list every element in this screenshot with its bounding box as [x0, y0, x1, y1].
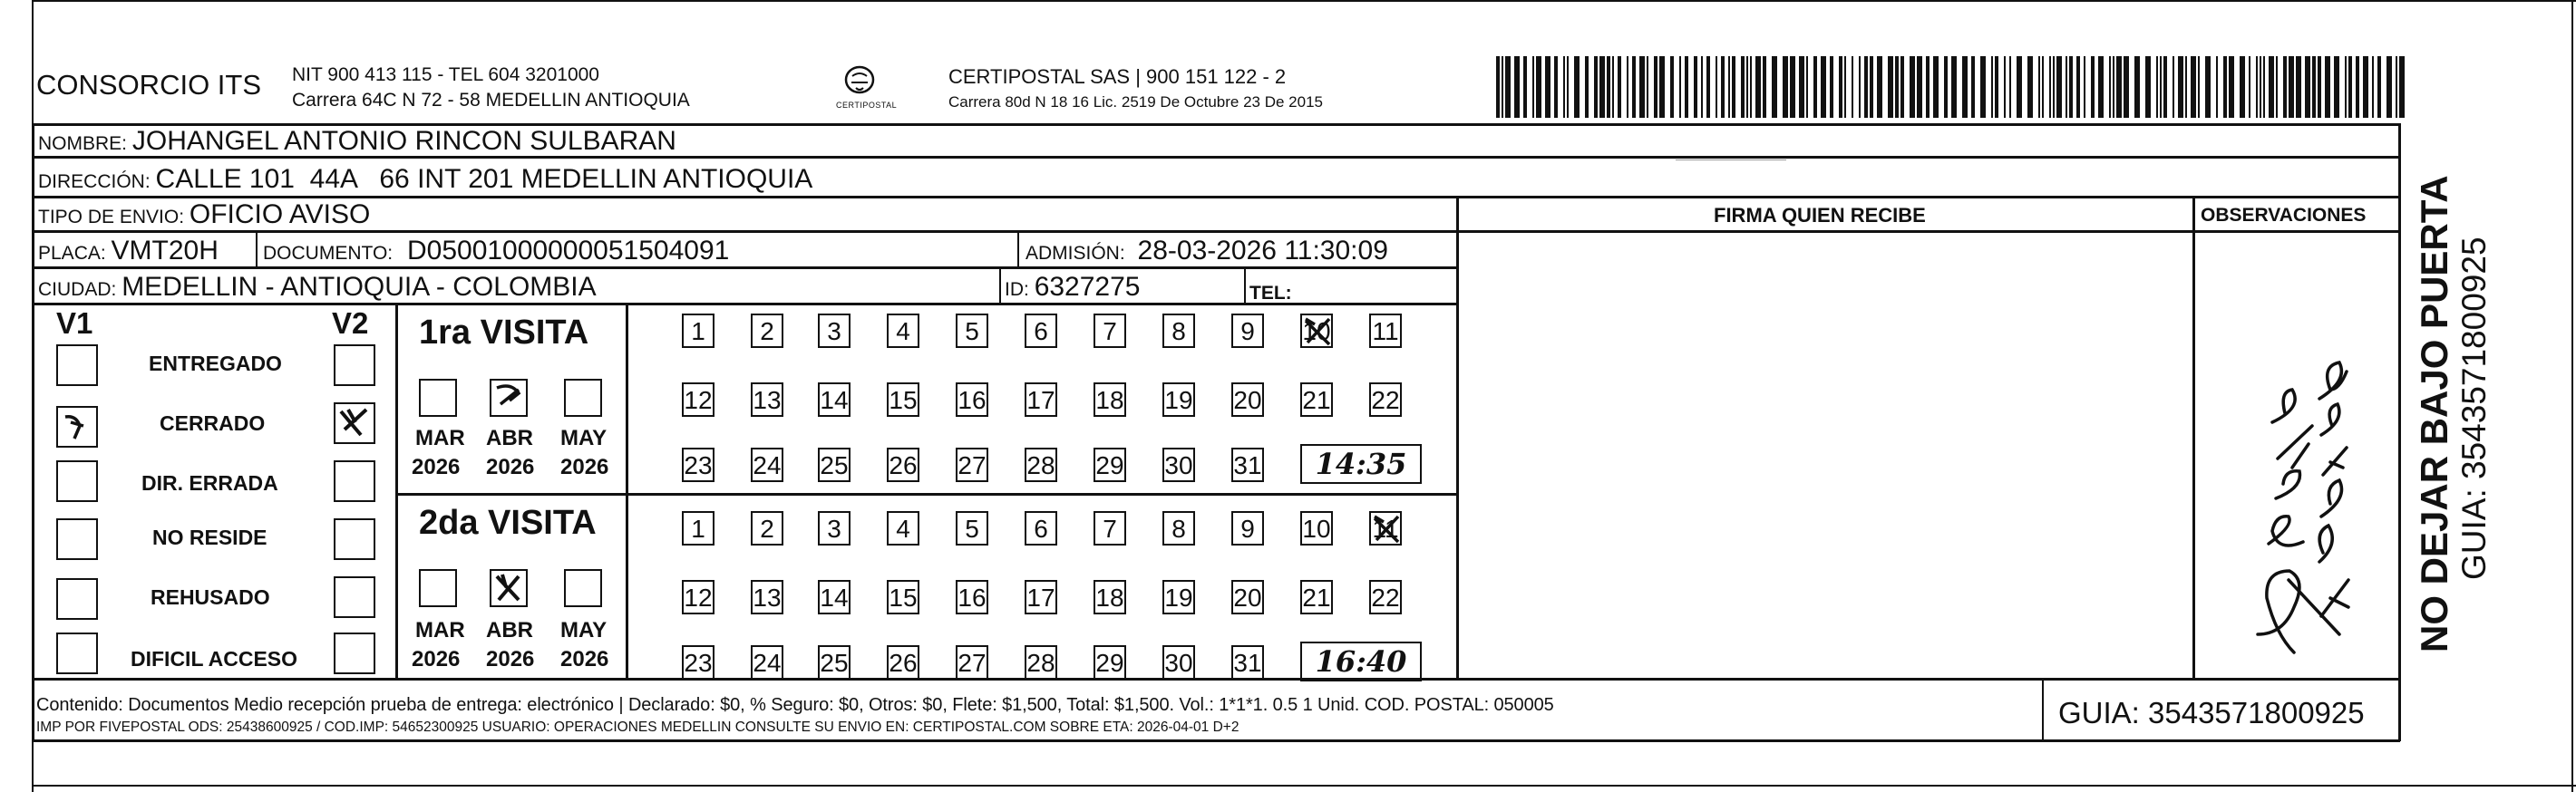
status-label-dir-errada: DIR. ERRADA [141, 471, 278, 495]
courier-name: CERTIPOSTAL SAS | 900 151 122 - 2 [948, 65, 1287, 88]
visit2-day-13[interactable]: 13 [751, 580, 783, 614]
visit1-day-13[interactable]: 13 [751, 382, 783, 417]
company-nit: NIT 900 413 115 - TEL 604 3201000 [292, 64, 599, 85]
status-label-rehusado: REHUSADO [151, 585, 270, 609]
status-divider [395, 304, 398, 679]
visit2-day-17[interactable]: 17 [1025, 580, 1057, 614]
id-value: 6327275 [1034, 272, 1141, 302]
ciudad-row [38, 274, 597, 301]
visit1-title: 1ra VISITA [419, 314, 589, 352]
visit2-day-12[interactable]: 12 [682, 580, 714, 614]
v2-checkbox-dificil-acceso[interactable] [334, 633, 375, 674]
row-line-2 [32, 196, 2400, 198]
visit1-day-31[interactable]: 31 [1231, 448, 1264, 482]
observaciones-header: OBSERVACIONES [2201, 205, 2367, 226]
observaciones-left-line [2192, 196, 2195, 679]
admision-value: 28-03-2026 11:30:09 [1137, 236, 1388, 266]
visit2-day-8[interactable]: 8 [1162, 511, 1195, 546]
tipo-label: TIPO DE ENVIO: [38, 207, 185, 227]
placa-value: VMT20H [111, 236, 219, 266]
visit1-day-29[interactable]: 29 [1094, 448, 1126, 482]
months-divider [626, 304, 628, 679]
visit1-time-box[interactable]: 14:35 [1300, 444, 1422, 484]
visit2-day-25[interactable]: 25 [818, 645, 851, 680]
visit2-day-6[interactable]: 6 [1025, 511, 1057, 546]
visit1-month-mar: MAR [415, 426, 465, 450]
visit2-day-2[interactable]: 2 [751, 511, 783, 546]
status-label-entregado: ENTREGADO [149, 352, 282, 375]
direccion-value: CALLE 101 44A 66 INT 201 MEDELLIN ANTIOQUIA [155, 164, 813, 194]
visit1-month-mar-checkbox[interactable] [419, 379, 457, 417]
visits-divider [395, 493, 1458, 496]
visit1-day-15[interactable]: 15 [887, 382, 919, 417]
visit2-month-mar-checkbox[interactable] [419, 569, 457, 607]
barcode [1496, 56, 2412, 118]
visit2-day-3[interactable]: 3 [818, 511, 851, 546]
side-guia: GUIA: 3543571800925 [2455, 237, 2493, 580]
footer-imp: IMP POR FIVEPOSTAL ODS: 25438600925 / COD.IMP: 54652300925 USUARIO: OPERACIONES MEDELLIN CONSULTE SU ENVIO EN: CERTIPOSTAL.COM SOBRE ETA: 2026-04-01 D+2 [36, 720, 1239, 735]
visit1-year-may: 2026 [560, 455, 609, 479]
visit1-day-27[interactable]: 27 [956, 448, 988, 482]
visit1-month-may: MAY [560, 426, 608, 450]
v1-header: V1 [56, 306, 93, 340]
visit2-day-1[interactable]: 1 [682, 511, 714, 546]
visit1-year-mar: 2026 [412, 455, 461, 479]
ciudad-value: MEDELLIN - ANTIOQUIA - COLOMBIA [122, 272, 597, 302]
visit1-day-10[interactable]: 10 [1300, 314, 1333, 348]
company-name: CONSORCIO ITS [36, 69, 262, 101]
v1-checkbox-no-reside[interactable] [56, 518, 98, 560]
check-mark-icon [491, 571, 526, 605]
form-left-line [32, 123, 34, 741]
visit1-day-25[interactable]: 25 [818, 448, 851, 482]
direccion-label: DIRECCIÓN: [38, 171, 151, 192]
visit1-day-28[interactable]: 28 [1025, 448, 1057, 482]
visit2-day-22[interactable]: 22 [1369, 580, 1402, 614]
visit1-day-26[interactable]: 26 [887, 448, 919, 482]
visit2-day-21[interactable]: 21 [1300, 580, 1333, 614]
side-notice: NO DEJAR BAJO PUERTA [2413, 175, 2455, 652]
company-address: Carrera 64C N 72 - 58 MEDELLIN ANTIOQUIA [292, 90, 690, 111]
v2-checkbox-no-reside[interactable] [334, 518, 375, 560]
visit2-day-11[interactable]: 11 [1369, 511, 1402, 546]
status-label-dificil-acceso: DIFICIL ACCESO [131, 647, 298, 671]
certipostal-logo [832, 60, 898, 111]
visit1-day-18[interactable]: 18 [1094, 382, 1126, 417]
v1-checkbox-dificil-acceso[interactable] [56, 633, 98, 674]
row-line-3 [32, 230, 2400, 233]
scan-mark-line [1676, 159, 1786, 160]
visit2-day-26[interactable]: 26 [887, 645, 919, 680]
visit1-day-6[interactable]: 6 [1025, 314, 1057, 348]
visit2-day-14[interactable]: 14 [818, 580, 851, 614]
v1-checkbox-dir-errada[interactable] [56, 460, 98, 502]
right-edge-line [2571, 0, 2573, 792]
v2-checkbox-entregado[interactable] [334, 344, 375, 386]
v1-checkbox-entregado[interactable] [56, 344, 98, 386]
nombre-value: JOHANGEL ANTONIO RINCON SULBARAN [131, 126, 676, 156]
visit2-month-mar: MAR [415, 618, 465, 642]
placa-label: PLACA: [38, 243, 106, 264]
visit1-year-abr: 2026 [486, 455, 535, 479]
visit1-day-20[interactable]: 20 [1231, 382, 1264, 417]
visit2-day-20[interactable]: 20 [1231, 580, 1264, 614]
visit1-day-12[interactable]: 12 [682, 382, 714, 417]
visit1-day-1[interactable]: 1 [682, 314, 714, 348]
v2-header: V2 [332, 306, 369, 340]
row-line-1 [32, 156, 2400, 159]
visit1-day-17[interactable]: 17 [1025, 382, 1057, 417]
visit2-year-may: 2026 [560, 647, 609, 671]
nombre-row [38, 128, 676, 155]
visit2-month-may: MAY [560, 618, 608, 642]
visit1-day-30[interactable]: 30 [1162, 448, 1195, 482]
visit2-year-abr: 2026 [486, 647, 535, 671]
visit1-day-14[interactable]: 14 [818, 382, 851, 417]
visit1-day-21[interactable]: 21 [1300, 382, 1333, 417]
visit1-day-19[interactable]: 19 [1162, 382, 1195, 417]
tipo-row [38, 201, 370, 228]
guia-box-left-line [2042, 680, 2044, 741]
visit2-day-24[interactable]: 24 [751, 645, 783, 680]
v2-checkbox-rehusado[interactable] [334, 576, 375, 618]
visit1-day-5[interactable]: 5 [956, 314, 988, 348]
firma-header: FIRMA QUIEN RECIBE [1714, 204, 1926, 227]
visit2-day-7[interactable]: 7 [1094, 511, 1126, 546]
visit2-day-31[interactable]: 31 [1231, 645, 1264, 680]
admision-divider [1017, 232, 1019, 268]
visit2-time-box[interactable]: 16:40 [1300, 642, 1422, 681]
id-label: ID: [1005, 279, 1029, 300]
visit2-day-16[interactable]: 16 [956, 580, 988, 614]
visit2-day-19[interactable]: 19 [1162, 580, 1195, 614]
visit2-day-10[interactable]: 10 [1300, 511, 1333, 546]
v2-checkbox-cerrado[interactable] [334, 402, 375, 444]
visit1-day-3[interactable]: 3 [818, 314, 851, 348]
documento-label: DOCUMENTO: [263, 243, 394, 264]
visit1-day-9[interactable]: 9 [1231, 314, 1264, 348]
id-row [1005, 274, 1140, 301]
observaciones-handwriting [2212, 254, 2367, 671]
visit1-day-24[interactable]: 24 [751, 448, 783, 482]
visit2-month-abr: ABR [486, 618, 533, 642]
visit1-day-8[interactable]: 8 [1162, 314, 1195, 348]
tel-row [1249, 277, 1292, 304]
admision-label: ADMISIÓN: [1026, 243, 1125, 264]
check-mark-icon [491, 381, 526, 415]
visit2-year-mar: 2026 [412, 647, 461, 671]
visit2-day-4[interactable]: 4 [887, 511, 919, 546]
check-mark-icon [58, 408, 96, 446]
status-label-no-reside: NO RESIDE [152, 526, 267, 549]
bottom-edge-line [32, 785, 2576, 787]
visit1-month-may-checkbox[interactable] [564, 379, 602, 417]
visit1-day-22[interactable]: 22 [1369, 382, 1402, 417]
visit2-day-15[interactable]: 15 [887, 580, 919, 614]
visit2-month-abr-checkbox[interactable] [490, 569, 528, 607]
courier-license: Carrera 80d N 18 16 Lic. 2519 De Octubre 23 De 2015 [948, 93, 1323, 111]
check-mark-icon [1302, 315, 1333, 348]
nombre-label: NOMBRE: [38, 133, 128, 154]
tipo-value: OFICIO AVISO [189, 199, 371, 229]
logo-text: CERTIPOSTAL [836, 101, 898, 110]
id-divider [999, 268, 1001, 304]
top-edge-line [32, 0, 2576, 2]
check-mark-icon [1371, 513, 1402, 546]
visit2-day-23[interactable]: 23 [682, 645, 714, 680]
ciudad-label: CIUDAD: [38, 279, 117, 300]
visit2-month-may-checkbox[interactable] [564, 569, 602, 607]
visit1-day-23[interactable]: 23 [682, 448, 714, 482]
placa-row [38, 237, 219, 265]
direccion-row [38, 166, 812, 193]
visit2-day-29[interactable]: 29 [1094, 645, 1126, 680]
documento-value: D05001000000051504091 [406, 236, 730, 266]
admision-row [1026, 237, 1388, 265]
visit1-day-7[interactable]: 7 [1094, 314, 1126, 348]
visit1-day-16[interactable]: 16 [956, 382, 988, 417]
tel-divider [1244, 268, 1246, 304]
visit2-day-18[interactable]: 18 [1094, 580, 1126, 614]
footer-contenido: Contenido: Documentos Medio recepción prueba de entrega: electrónico | Declarado: $0, % Seguro: $0, Otros: $0, Flete: $1,500, Total: $1,500. Vol.: 1*1*1. 0.5 1 Unid. COD. POSTAL: 050005 [36, 695, 1554, 715]
footer-top-line [32, 678, 2400, 681]
visit2-day-5[interactable]: 5 [956, 511, 988, 546]
visit1-month-abr: ABR [486, 426, 533, 450]
visit2-day-30[interactable]: 30 [1162, 645, 1195, 680]
documento-row [263, 237, 729, 265]
visit1-day-11[interactable]: 11 [1369, 314, 1402, 348]
v2-checkbox-dir-errada[interactable] [334, 460, 375, 502]
visit1-month-abr-checkbox[interactable] [490, 379, 528, 417]
status-label-cerrado: CERRADO [160, 411, 266, 435]
v1-checkbox-cerrado[interactable] [56, 406, 98, 448]
v1-checkbox-rehusado[interactable] [56, 578, 98, 620]
visit1-day-2[interactable]: 2 [751, 314, 783, 348]
visit2-day-28[interactable]: 28 [1025, 645, 1057, 680]
footer-guia: GUIA: 3543571800925 [2058, 696, 2365, 729]
form-right-line [2398, 123, 2401, 741]
placa-divider [256, 232, 258, 268]
visit2-day-9[interactable]: 9 [1231, 511, 1264, 546]
form-bottom-line [32, 739, 2400, 742]
visit2-day-27[interactable]: 27 [956, 645, 988, 680]
visit1-day-4[interactable]: 4 [887, 314, 919, 348]
tel-label: TEL: [1249, 283, 1292, 304]
check-mark-icon [335, 404, 374, 442]
visit2-title: 2da VISITA [419, 504, 597, 542]
firma-left-line [1456, 196, 1459, 679]
